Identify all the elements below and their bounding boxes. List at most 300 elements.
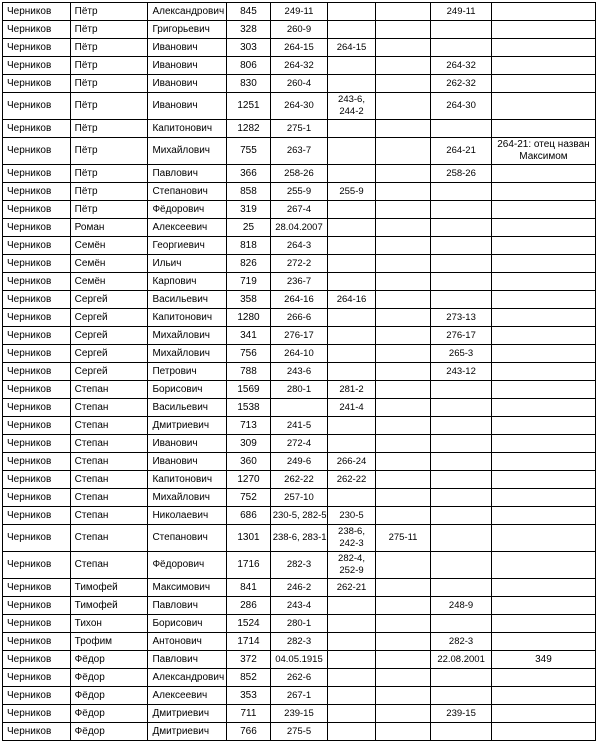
cell-note — [491, 633, 595, 651]
table-row — [3, 21, 596, 39]
cell-code-4 — [431, 201, 492, 219]
cell-record-number: 341 — [227, 327, 270, 345]
table-row — [3, 363, 596, 381]
cell-code-4 — [431, 471, 492, 489]
cell-code-3 — [375, 489, 431, 507]
cell-code-4 — [431, 381, 492, 399]
table-row — [3, 417, 596, 435]
cell-surname: Черников — [3, 201, 71, 219]
cell-given-name: Тимофей — [70, 579, 148, 597]
cell-code-2: 262-21 — [328, 579, 375, 597]
cell-code-4 — [431, 291, 492, 309]
cell-code-3 — [375, 57, 431, 75]
cell-code-3 — [375, 579, 431, 597]
cell-record-number: 1524 — [227, 615, 270, 633]
cell-code-1: 243-6 — [270, 363, 328, 381]
cell-surname: Черников — [3, 633, 71, 651]
cell-surname: Черников — [3, 552, 71, 579]
table-row — [3, 237, 596, 255]
cell-code-3 — [375, 363, 431, 381]
cell-patronymic: Степанович — [148, 183, 227, 201]
cell-note — [491, 381, 595, 399]
cell-note — [491, 705, 595, 723]
cell-code-3 — [375, 120, 431, 138]
cell-code-4: 264-21 — [431, 138, 492, 165]
cell-patronymic: Иванович — [148, 39, 227, 57]
cell-code-3 — [375, 615, 431, 633]
cell-record-number: 841 — [227, 579, 270, 597]
cell-surname: Черников — [3, 291, 71, 309]
cell-note: 349 — [491, 651, 595, 669]
cell-code-1: 264-3 — [270, 237, 328, 255]
cell-code-1: 262-6 — [270, 669, 328, 687]
cell-record-number: 358 — [227, 291, 270, 309]
cell-record-number: 806 — [227, 57, 270, 75]
table-row — [3, 120, 596, 138]
cell-code-3 — [375, 291, 431, 309]
table-row — [3, 57, 596, 75]
table-row — [3, 165, 596, 183]
cell-surname: Черников — [3, 57, 71, 75]
table-row — [3, 687, 596, 705]
cell-code-2 — [328, 75, 375, 93]
cell-code-2: 266-24 — [328, 453, 375, 471]
cell-code-4 — [431, 120, 492, 138]
cell-patronymic: Васильевич — [148, 399, 227, 417]
table-row — [3, 345, 596, 363]
cell-record-number: 788 — [227, 363, 270, 381]
table-row — [3, 489, 596, 507]
table-row — [3, 291, 596, 309]
cell-note — [491, 552, 595, 579]
table-row — [3, 633, 596, 651]
cell-code-1: 280-1 — [270, 615, 328, 633]
cell-code-3 — [375, 3, 431, 21]
cell-patronymic: Павлович — [148, 165, 227, 183]
cell-surname: Черников — [3, 525, 71, 552]
table-row — [3, 579, 596, 597]
cell-code-1: 267-1 — [270, 687, 328, 705]
cell-record-number: 818 — [227, 237, 270, 255]
cell-code-2 — [328, 633, 375, 651]
cell-patronymic: Борисович — [148, 615, 227, 633]
cell-given-name: Тихон — [70, 615, 148, 633]
cell-code-1: 263-7 — [270, 138, 328, 165]
cell-patronymic: Павлович — [148, 651, 227, 669]
cell-code-3 — [375, 138, 431, 165]
cell-given-name: Сергей — [70, 327, 148, 345]
cell-code-1: 255-9 — [270, 183, 328, 201]
cell-surname: Черников — [3, 435, 71, 453]
cell-code-3 — [375, 669, 431, 687]
cell-code-1: 239-15 — [270, 705, 328, 723]
cell-code-2 — [328, 120, 375, 138]
cell-note — [491, 723, 595, 741]
cell-code-4: 276-17 — [431, 327, 492, 345]
cell-code-3 — [375, 21, 431, 39]
cell-given-name: Степан — [70, 525, 148, 552]
cell-surname: Черников — [3, 93, 71, 120]
cell-code-1: 243-4 — [270, 597, 328, 615]
cell-code-2 — [328, 651, 375, 669]
cell-code-3 — [375, 552, 431, 579]
cell-record-number: 755 — [227, 138, 270, 165]
cell-given-name: Фёдор — [70, 723, 148, 741]
cell-code-2 — [328, 327, 375, 345]
cell-record-number: 1714 — [227, 633, 270, 651]
cell-record-number: 328 — [227, 21, 270, 39]
cell-code-4 — [431, 21, 492, 39]
cell-given-name: Пётр — [70, 165, 148, 183]
cell-note: 264-21: отец назван Максимом — [491, 138, 595, 165]
cell-given-name: Пётр — [70, 75, 148, 93]
cell-code-4 — [431, 507, 492, 525]
cell-given-name: Пётр — [70, 138, 148, 165]
cell-code-4 — [431, 255, 492, 273]
cell-note — [491, 183, 595, 201]
cell-note — [491, 489, 595, 507]
cell-given-name: Тимофей — [70, 597, 148, 615]
cell-record-number: 1301 — [227, 525, 270, 552]
cell-surname: Черников — [3, 120, 71, 138]
cell-note — [491, 39, 595, 57]
cell-code-1: 264-15 — [270, 39, 328, 57]
cell-record-number: 686 — [227, 507, 270, 525]
cell-code-3 — [375, 219, 431, 237]
cell-surname: Черников — [3, 615, 71, 633]
cell-note — [491, 453, 595, 471]
cell-surname: Черников — [3, 669, 71, 687]
cell-code-3 — [375, 453, 431, 471]
cell-code-2 — [328, 345, 375, 363]
cell-code-4 — [431, 453, 492, 471]
cell-given-name: Пётр — [70, 120, 148, 138]
cell-code-2 — [328, 57, 375, 75]
table-row — [3, 597, 596, 615]
cell-given-name: Степан — [70, 453, 148, 471]
cell-code-1: 260-4 — [270, 75, 328, 93]
table-row — [3, 705, 596, 723]
table-row — [3, 453, 596, 471]
cell-code-1: 28.04.2007 — [270, 219, 328, 237]
cell-code-1: 276-17 — [270, 327, 328, 345]
cell-code-4 — [431, 669, 492, 687]
cell-patronymic: Григорьевич — [148, 21, 227, 39]
cell-surname: Черников — [3, 579, 71, 597]
table-row — [3, 183, 596, 201]
table-row — [3, 471, 596, 489]
cell-record-number: 319 — [227, 201, 270, 219]
cell-note — [491, 309, 595, 327]
cell-patronymic: Михайлович — [148, 345, 227, 363]
cell-note — [491, 507, 595, 525]
table-row — [3, 669, 596, 687]
cell-code-2 — [328, 669, 375, 687]
cell-code-4: 239-15 — [431, 705, 492, 723]
cell-record-number: 852 — [227, 669, 270, 687]
cell-code-2 — [328, 219, 375, 237]
records-table — [2, 2, 596, 741]
cell-patronymic: Дмитриевич — [148, 723, 227, 741]
cell-given-name: Сергей — [70, 309, 148, 327]
cell-code-1: 04.05.1915 — [270, 651, 328, 669]
cell-surname: Черников — [3, 651, 71, 669]
cell-code-2: 238-6, 242-3 — [328, 525, 375, 552]
cell-given-name: Фёдор — [70, 669, 148, 687]
cell-patronymic: Алексеевич — [148, 219, 227, 237]
cell-code-3 — [375, 237, 431, 255]
cell-code-2 — [328, 255, 375, 273]
cell-record-number: 756 — [227, 345, 270, 363]
cell-code-3 — [375, 633, 431, 651]
cell-record-number: 858 — [227, 183, 270, 201]
table-row — [3, 93, 596, 120]
cell-code-3 — [375, 183, 431, 201]
cell-given-name: Пётр — [70, 57, 148, 75]
cell-code-4 — [431, 525, 492, 552]
cell-given-name: Фёдор — [70, 687, 148, 705]
cell-code-3 — [375, 381, 431, 399]
cell-given-name: Пётр — [70, 39, 148, 57]
cell-code-4 — [431, 273, 492, 291]
cell-surname: Черников — [3, 687, 71, 705]
cell-given-name: Сергей — [70, 363, 148, 381]
cell-given-name: Сергей — [70, 291, 148, 309]
cell-code-3 — [375, 327, 431, 345]
cell-code-3 — [375, 273, 431, 291]
cell-code-1: 258-26 — [270, 165, 328, 183]
cell-code-4: 258-26 — [431, 165, 492, 183]
cell-note — [491, 345, 595, 363]
cell-note — [491, 525, 595, 552]
cell-patronymic: Капитонович — [148, 471, 227, 489]
cell-code-2 — [328, 273, 375, 291]
cell-patronymic: Петрович — [148, 363, 227, 381]
cell-code-4: 249-11 — [431, 3, 492, 21]
cell-note — [491, 219, 595, 237]
cell-surname: Черников — [3, 75, 71, 93]
cell-code-1: 275-5 — [270, 723, 328, 741]
cell-surname: Черников — [3, 165, 71, 183]
cell-code-4 — [431, 417, 492, 435]
cell-record-number: 366 — [227, 165, 270, 183]
cell-record-number: 1280 — [227, 309, 270, 327]
cell-surname: Черников — [3, 138, 71, 165]
cell-surname: Черников — [3, 417, 71, 435]
cell-given-name: Степан — [70, 507, 148, 525]
cell-code-3 — [375, 39, 431, 57]
cell-code-2: 262-22 — [328, 471, 375, 489]
cell-code-4 — [431, 219, 492, 237]
cell-code-2 — [328, 705, 375, 723]
table-row — [3, 399, 596, 417]
cell-code-3 — [375, 93, 431, 120]
cell-note — [491, 417, 595, 435]
cell-surname: Черников — [3, 255, 71, 273]
cell-record-number: 286 — [227, 597, 270, 615]
cell-patronymic: Фёдорович — [148, 201, 227, 219]
cell-code-2 — [328, 138, 375, 165]
cell-note — [491, 120, 595, 138]
cell-code-3 — [375, 705, 431, 723]
cell-patronymic: Дмитриевич — [148, 417, 227, 435]
cell-patronymic: Капитонович — [148, 120, 227, 138]
cell-code-1: 246-2 — [270, 579, 328, 597]
cell-code-2 — [328, 417, 375, 435]
cell-code-4: 248-9 — [431, 597, 492, 615]
cell-given-name: Семён — [70, 255, 148, 273]
cell-patronymic: Алексеевич — [148, 687, 227, 705]
cell-note — [491, 669, 595, 687]
cell-note — [491, 93, 595, 120]
table-row — [3, 219, 596, 237]
cell-code-1: 275-1 — [270, 120, 328, 138]
cell-given-name: Пётр — [70, 3, 148, 21]
cell-given-name: Пётр — [70, 93, 148, 120]
cell-note — [491, 3, 595, 21]
cell-code-2 — [328, 309, 375, 327]
cell-code-2 — [328, 615, 375, 633]
table-row — [3, 552, 596, 579]
cell-surname: Черников — [3, 183, 71, 201]
cell-record-number: 1716 — [227, 552, 270, 579]
cell-surname: Черников — [3, 507, 71, 525]
cell-patronymic: Иванович — [148, 57, 227, 75]
cell-given-name: Семён — [70, 273, 148, 291]
cell-code-1: 236-7 — [270, 273, 328, 291]
cell-record-number: 1538 — [227, 399, 270, 417]
cell-surname: Черников — [3, 489, 71, 507]
cell-record-number: 309 — [227, 435, 270, 453]
cell-note — [491, 687, 595, 705]
cell-code-3 — [375, 471, 431, 489]
cell-code-2: 264-15 — [328, 39, 375, 57]
cell-patronymic: Иванович — [148, 75, 227, 93]
cell-given-name: Степан — [70, 417, 148, 435]
cell-code-3 — [375, 399, 431, 417]
cell-surname: Черников — [3, 3, 71, 21]
cell-code-2 — [328, 21, 375, 39]
cell-surname: Черников — [3, 381, 71, 399]
cell-code-2 — [328, 723, 375, 741]
cell-code-2: 243-6, 244-2 — [328, 93, 375, 120]
table-row — [3, 435, 596, 453]
cell-surname: Черников — [3, 219, 71, 237]
cell-code-1: 280-1 — [270, 381, 328, 399]
cell-code-4: 264-30 — [431, 93, 492, 120]
records-table-body — [3, 3, 596, 741]
cell-code-4: 264-32 — [431, 57, 492, 75]
cell-record-number: 830 — [227, 75, 270, 93]
cell-given-name: Трофим — [70, 633, 148, 651]
cell-note — [491, 273, 595, 291]
cell-record-number: 1270 — [227, 471, 270, 489]
table-row — [3, 201, 596, 219]
cell-patronymic: Михайлович — [148, 489, 227, 507]
cell-code-4 — [431, 399, 492, 417]
cell-code-1: 264-32 — [270, 57, 328, 75]
cell-given-name: Фёдор — [70, 651, 148, 669]
cell-patronymic: Михайлович — [148, 327, 227, 345]
cell-code-3 — [375, 201, 431, 219]
cell-patronymic: Иванович — [148, 435, 227, 453]
cell-code-1: 260-9 — [270, 21, 328, 39]
cell-record-number: 360 — [227, 453, 270, 471]
cell-code-1: 266-6 — [270, 309, 328, 327]
table-row — [3, 651, 596, 669]
cell-patronymic: Степанович — [148, 525, 227, 552]
cell-record-number: 752 — [227, 489, 270, 507]
cell-code-2: 264-16 — [328, 291, 375, 309]
cell-code-2 — [328, 363, 375, 381]
cell-surname: Черников — [3, 363, 71, 381]
cell-patronymic: Максимович — [148, 579, 227, 597]
cell-record-number: 845 — [227, 3, 270, 21]
cell-note — [491, 291, 595, 309]
cell-code-4 — [431, 723, 492, 741]
cell-code-4 — [431, 552, 492, 579]
cell-surname: Черников — [3, 273, 71, 291]
cell-given-name: Пётр — [70, 21, 148, 39]
table-row — [3, 138, 596, 165]
cell-patronymic: Георгиевич — [148, 237, 227, 255]
table-row — [3, 309, 596, 327]
cell-given-name: Степан — [70, 399, 148, 417]
cell-code-1: 272-4 — [270, 435, 328, 453]
cell-code-2 — [328, 687, 375, 705]
table-row — [3, 3, 596, 21]
cell-code-2: 230-5 — [328, 507, 375, 525]
cell-code-3 — [375, 507, 431, 525]
table-row — [3, 273, 596, 291]
cell-surname: Черников — [3, 237, 71, 255]
cell-code-3 — [375, 165, 431, 183]
cell-record-number: 372 — [227, 651, 270, 669]
cell-record-number: 826 — [227, 255, 270, 273]
cell-surname: Черников — [3, 399, 71, 417]
cell-code-4 — [431, 39, 492, 57]
cell-code-3 — [375, 597, 431, 615]
cell-code-2 — [328, 201, 375, 219]
cell-patronymic: Михайлович — [148, 138, 227, 165]
cell-given-name: Степан — [70, 381, 148, 399]
cell-note — [491, 435, 595, 453]
cell-note — [491, 201, 595, 219]
cell-surname: Черников — [3, 597, 71, 615]
cell-code-1: 264-16 — [270, 291, 328, 309]
cell-code-1: 272-2 — [270, 255, 328, 273]
cell-code-2: 282-4, 252-9 — [328, 552, 375, 579]
cell-note — [491, 579, 595, 597]
cell-given-name: Степан — [70, 489, 148, 507]
cell-code-2 — [328, 165, 375, 183]
cell-patronymic: Иванович — [148, 93, 227, 120]
cell-patronymic: Борисович — [148, 381, 227, 399]
cell-code-1: 264-10 — [270, 345, 328, 363]
table-row — [3, 525, 596, 552]
cell-code-2: 255-9 — [328, 183, 375, 201]
cell-note — [491, 615, 595, 633]
cell-given-name: Сергей — [70, 345, 148, 363]
cell-surname: Черников — [3, 471, 71, 489]
cell-code-4: 282-3 — [431, 633, 492, 651]
cell-patronymic: Николаевич — [148, 507, 227, 525]
cell-record-number: 353 — [227, 687, 270, 705]
cell-code-3 — [375, 309, 431, 327]
cell-code-2 — [328, 237, 375, 255]
cell-code-3 — [375, 435, 431, 453]
cell-note — [491, 327, 595, 345]
